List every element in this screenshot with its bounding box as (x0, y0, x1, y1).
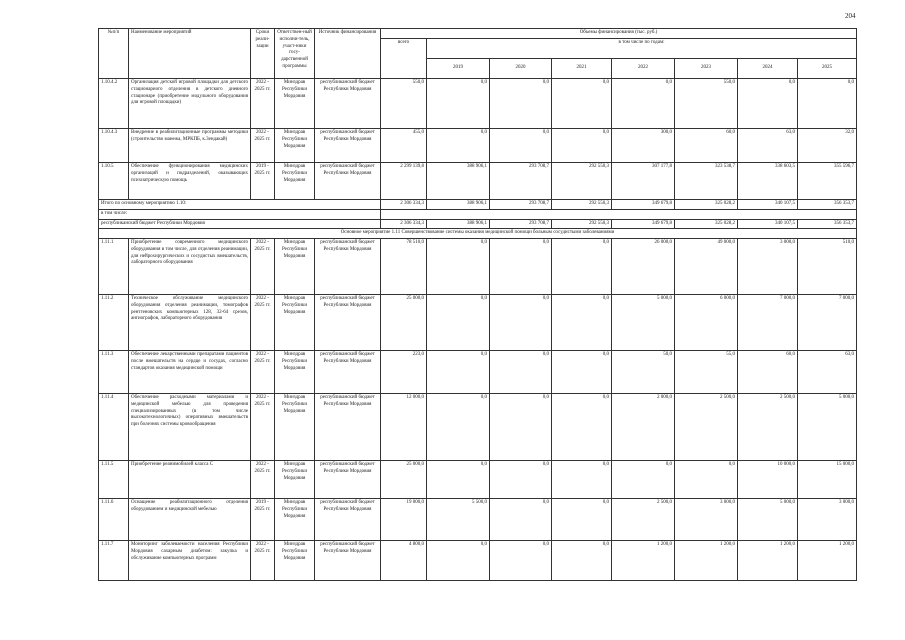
row-name: Обеспечение функционирования медицинских организаций и подразделений, оказывающих психиатрическую помощь (129, 163, 251, 200)
row-value: 15 000,0 (798, 461, 857, 499)
row-value: 1 200,0 (612, 541, 675, 581)
row-value: 300,0 (612, 129, 675, 163)
row-value: 5 000,0 (798, 394, 857, 461)
itogo-row-value: 325 028,2 (675, 200, 738, 210)
row-value: 0,0 (490, 541, 552, 581)
row-value: 2 500,0 (675, 394, 738, 461)
row-value: 0,0 (798, 79, 857, 129)
itogo-row-value: 388 906,1 (427, 200, 490, 210)
row-value: 3 000,0 (738, 239, 798, 295)
row-value: 338 603,5 (738, 163, 798, 200)
row-value: 5 000,0 (612, 295, 675, 351)
itogo-row-value: 292 550,3 (552, 200, 612, 210)
row-source: республиканский бюджет Республики Мордовия (315, 394, 381, 461)
row-value: 0,0 (552, 461, 612, 499)
row-name: Обеспечение расходными материалами и медицинской мебелью для проведения специализированных (в том числе высокотехнологичных) оперативных вмешательств при болезнях системы кровообращения (129, 394, 251, 461)
row-value: 50,0 (612, 351, 675, 394)
header-term: Сроки реали-зации (251, 29, 275, 79)
budget-row-value: 293 708,7 (490, 219, 552, 229)
budget-row-value: 356 353,7 (798, 219, 857, 229)
header-source: Источник финансирования (315, 29, 381, 79)
row-name: Оснащение реабилитационного отделения оборудованием и медицинской мебелью (129, 499, 251, 541)
row-value: 388 906,1 (427, 163, 490, 200)
table-row (99, 129, 857, 163)
header-year-2023: 2023 (675, 59, 738, 79)
row-term: 2019 - 2025 гг. (251, 499, 275, 541)
row-total: 4 800,0 (381, 541, 427, 581)
row-value: 60,0 (738, 351, 798, 394)
row-value: 0,0 (738, 79, 798, 129)
row-num: 1.10.4.3 (99, 129, 129, 163)
table-row (99, 541, 857, 581)
row-value: 0,0 (490, 129, 552, 163)
row-executor: Минздрав Республики Мордовия (275, 541, 315, 581)
row-value: 292 550,3 (552, 163, 612, 200)
table-row (99, 461, 857, 499)
row-name: Мониторинг заболеваемости населения Республики Мордовия сахарным диабетом: закупка и обслуживание компьютерных программ (129, 541, 251, 581)
itogo-row-value: 349 679,8 (612, 200, 675, 210)
row-value: 0,0 (490, 295, 552, 351)
row-value: 32,0 (798, 129, 857, 163)
row-total: 2 299 139,8 (381, 163, 427, 200)
row-value: 0,0 (427, 351, 490, 394)
itogo-row-value: 293 708,7 (490, 200, 552, 210)
row-num: 1.11.3 (99, 351, 129, 394)
row-value: 0,0 (675, 461, 738, 499)
budget-row-value: 340 107,5 (738, 219, 798, 229)
budget-row (99, 219, 857, 229)
row-total: 12 000,0 (381, 394, 427, 461)
header-volume: Объемы финансирования (тыс. руб.) (381, 29, 857, 39)
itogo-row-total: 2 306 334,3 (381, 200, 427, 210)
row-source: республиканский бюджет Республики Мордовия (315, 461, 381, 499)
row-value: 323 538,7 (675, 163, 738, 200)
row-num: 1.10.5 (99, 163, 129, 200)
row-value: 10 000,0 (738, 461, 798, 499)
row-name: Внедрение в реабилитационные программы методики (строительство манежа, МРКПБ, к.3ендакай) (129, 129, 251, 163)
row-value: 0,0 (552, 394, 612, 461)
row-value: 0,0 (612, 461, 675, 499)
row-source: республиканский бюджет Республики Мордовия (315, 239, 381, 295)
row-value: 0,0 (490, 461, 552, 499)
incl-row (99, 209, 857, 219)
row-source: республиканский бюджет Республики Мордовия (315, 541, 381, 581)
row-total: 78 510,0 (381, 239, 427, 295)
row-value: 26 000,0 (612, 239, 675, 295)
row-value: 7 000,0 (798, 295, 857, 351)
row-value: 63,0 (738, 129, 798, 163)
row-value: 0,0 (552, 541, 612, 581)
row-value: 0,0 (427, 129, 490, 163)
row-name: Приобретение реанимобилей класса С (129, 461, 251, 499)
row-term: 2019 - 2025 гг. (251, 163, 275, 200)
header-num: №п/п (99, 29, 129, 79)
row-value: 0,0 (490, 499, 552, 541)
row-term: 2022 - 2025 гг. (251, 351, 275, 394)
row-executor: Минздрав Республики Мордовия (275, 461, 315, 499)
row-executor: Минздрав Республики Мордовия (275, 129, 315, 163)
row-value: 63,0 (798, 351, 857, 394)
row-total: 455,0 (381, 129, 427, 163)
row-term: 2022 - 2025 гг. (251, 541, 275, 581)
row-value: 0,0 (427, 79, 490, 129)
row-value: 0,0 (427, 295, 490, 351)
row-term: 2022 - 2025 гг. (251, 461, 275, 499)
row-value: 3 000,0 (675, 499, 738, 541)
row-value: 510,0 (798, 239, 857, 295)
row-value: 5 000,0 (738, 499, 798, 541)
row-value: 0,0 (552, 295, 612, 351)
itogo-row-value: 340 107,5 (738, 200, 798, 210)
row-num: 1.10.4.2 (99, 79, 129, 129)
budget-row-value: 388 906,1 (427, 219, 490, 229)
budget-row-total: 2 306 334,3 (381, 219, 427, 229)
row-total: 25 000,0 (381, 461, 427, 499)
row-value: 0,0 (552, 79, 612, 129)
row-num: 1.11.2 (99, 295, 129, 351)
row-num: 1.11.1 (99, 239, 129, 295)
row-total: 19 000,0 (381, 499, 427, 541)
row-value: 0,0 (427, 394, 490, 461)
table-row (99, 351, 857, 394)
row-executor: Минздрав Республики Мордовия (275, 351, 315, 394)
header-total: всего (381, 39, 427, 79)
row-executor: Минздрав Республики Мордовия (275, 239, 315, 295)
row-value: 0,0 (427, 541, 490, 581)
row-value: 55,0 (675, 351, 738, 394)
row-value: 60,0 (675, 129, 738, 163)
row-value: 1 200,0 (798, 541, 857, 581)
table-row (99, 163, 857, 200)
row-name: Приобретение современного медицинского оборудования в том числе, для отделения реанимации, для нейрохирургических и сосудистых вмешательств, лабораторного оборудования (129, 239, 251, 295)
row-value: 550,0 (675, 79, 738, 129)
row-executor: Минздрав Республики Мордовия (275, 163, 315, 200)
row-term: 2022 - 2025 гг. (251, 394, 275, 461)
row-value: 2 000,0 (612, 394, 675, 461)
header-by-year: в том числе по годам: (427, 39, 857, 59)
row-value: 0,0 (490, 239, 552, 295)
row-value: 2 500,0 (738, 394, 798, 461)
row-num: 1.11.6 (99, 499, 129, 541)
row-value: 0,0 (427, 239, 490, 295)
row-value: 0,0 (490, 79, 552, 129)
row-value: 5 500,0 (427, 499, 490, 541)
section-title: Основное мероприятие 1.11 Совершенствование системы оказания медицинской помощи больным сосудистыми заболеваниями (99, 229, 857, 239)
row-num: 1.11.5 (99, 461, 129, 499)
header-executor: Ответствен-ный исполни-тель, участ-ники госу-дарственной программы (275, 29, 315, 79)
table-row (99, 79, 857, 129)
row-term: 2022 - 2025 гг. (251, 129, 275, 163)
row-total: 25 000,0 (381, 295, 427, 351)
row-value: 6 000,0 (675, 295, 738, 351)
row-value: 307 177,8 (612, 163, 675, 200)
financing-table (98, 28, 857, 581)
row-source: республиканский бюджет Республики Мордовия (315, 129, 381, 163)
row-value: 49 000,0 (675, 239, 738, 295)
itogo-row-label: Итого по основному мероприятию 1.10: (99, 200, 381, 210)
row-num: 1.11.4 (99, 394, 129, 461)
header-year-2020: 2020 (490, 59, 552, 79)
row-value: 3 000,0 (798, 499, 857, 541)
row-term: 2022 - 2025 гг. (251, 239, 275, 295)
budget-row-value: 349 679,8 (612, 219, 675, 229)
page-number: 204 (845, 12, 856, 20)
incl-empty (381, 209, 857, 219)
row-value: 355 596,7 (798, 163, 857, 200)
row-source: республиканский бюджет Республики Мордовия (315, 499, 381, 541)
row-value: 0,0 (427, 461, 490, 499)
row-total: 550,0 (381, 79, 427, 129)
row-value: 2 500,0 (612, 499, 675, 541)
row-executor: Минздрав Республики Мордовия (275, 394, 315, 461)
header-year-2019: 2019 (427, 59, 490, 79)
row-value: 7 000,0 (738, 295, 798, 351)
table-row (99, 295, 857, 351)
header-year-2021: 2021 (552, 59, 612, 79)
row-executor: Минздрав Республики Мордовия (275, 79, 315, 129)
row-source: республиканский бюджет Республики Мордовия (315, 351, 381, 394)
row-value: 0,0 (490, 351, 552, 394)
row-total: 223,0 (381, 351, 427, 394)
budget-row-value: 292 550,3 (552, 219, 612, 229)
row-name: Организация детской игровой площадки для детского стационарного отделения в детского дневного стационаре (приобретение модульного оборудования для игровой площадки) (129, 79, 251, 129)
header-year-2024: 2024 (738, 59, 798, 79)
row-value: 293 708,7 (490, 163, 552, 200)
itogo-row (99, 200, 857, 210)
row-value: 0,0 (552, 129, 612, 163)
row-term: 2022 - 2025 гг. (251, 295, 275, 351)
table-row (99, 499, 857, 541)
section-row (99, 229, 857, 239)
row-num: 1.11.7 (99, 541, 129, 581)
header-year-2025: 2025 (798, 59, 857, 79)
row-executor: Минздрав Республики Мордовия (275, 499, 315, 541)
row-name: Обеспечение лекарственными препаратами пациентов после вмешательств на сердце и сосудах, согласно стандартов оказания медицинской помощи (129, 351, 251, 394)
row-value: 0,0 (552, 499, 612, 541)
budget-row-label: республиканский бюджет Республики Мордовия (99, 219, 381, 229)
row-value: 0,0 (552, 351, 612, 394)
row-value: 1 200,0 (738, 541, 798, 581)
budget-row-value: 325 028,2 (675, 219, 738, 229)
header-year-2022: 2022 (612, 59, 675, 79)
row-value: 0,0 (552, 239, 612, 295)
table-row (99, 239, 857, 295)
row-value: 0,0 (490, 394, 552, 461)
itogo-row-value: 356 353,7 (798, 200, 857, 210)
incl-label: в том числе: (99, 209, 381, 219)
row-source: республиканский бюджет Республики Мордовия (315, 79, 381, 129)
row-value: 1 200,0 (675, 541, 738, 581)
row-source: республиканский бюджет Республики Мордовия (315, 295, 381, 351)
row-value: 0,0 (612, 79, 675, 129)
row-source: республиканский бюджет Республики Мордовия (315, 163, 381, 200)
header-name: Наименование мероприятий (129, 29, 251, 79)
row-executor: Минздрав Республики Мордовия (275, 295, 315, 351)
table-row (99, 394, 857, 461)
row-name: Техническое обслуживание медицинского оборудования отделения реанимации, томографов рентгеновских компьютерных 128, 32-64 срезов, ангиографов, лабораторного оборудования (129, 295, 251, 351)
row-term: 2022 - 2025 гг. (251, 79, 275, 129)
